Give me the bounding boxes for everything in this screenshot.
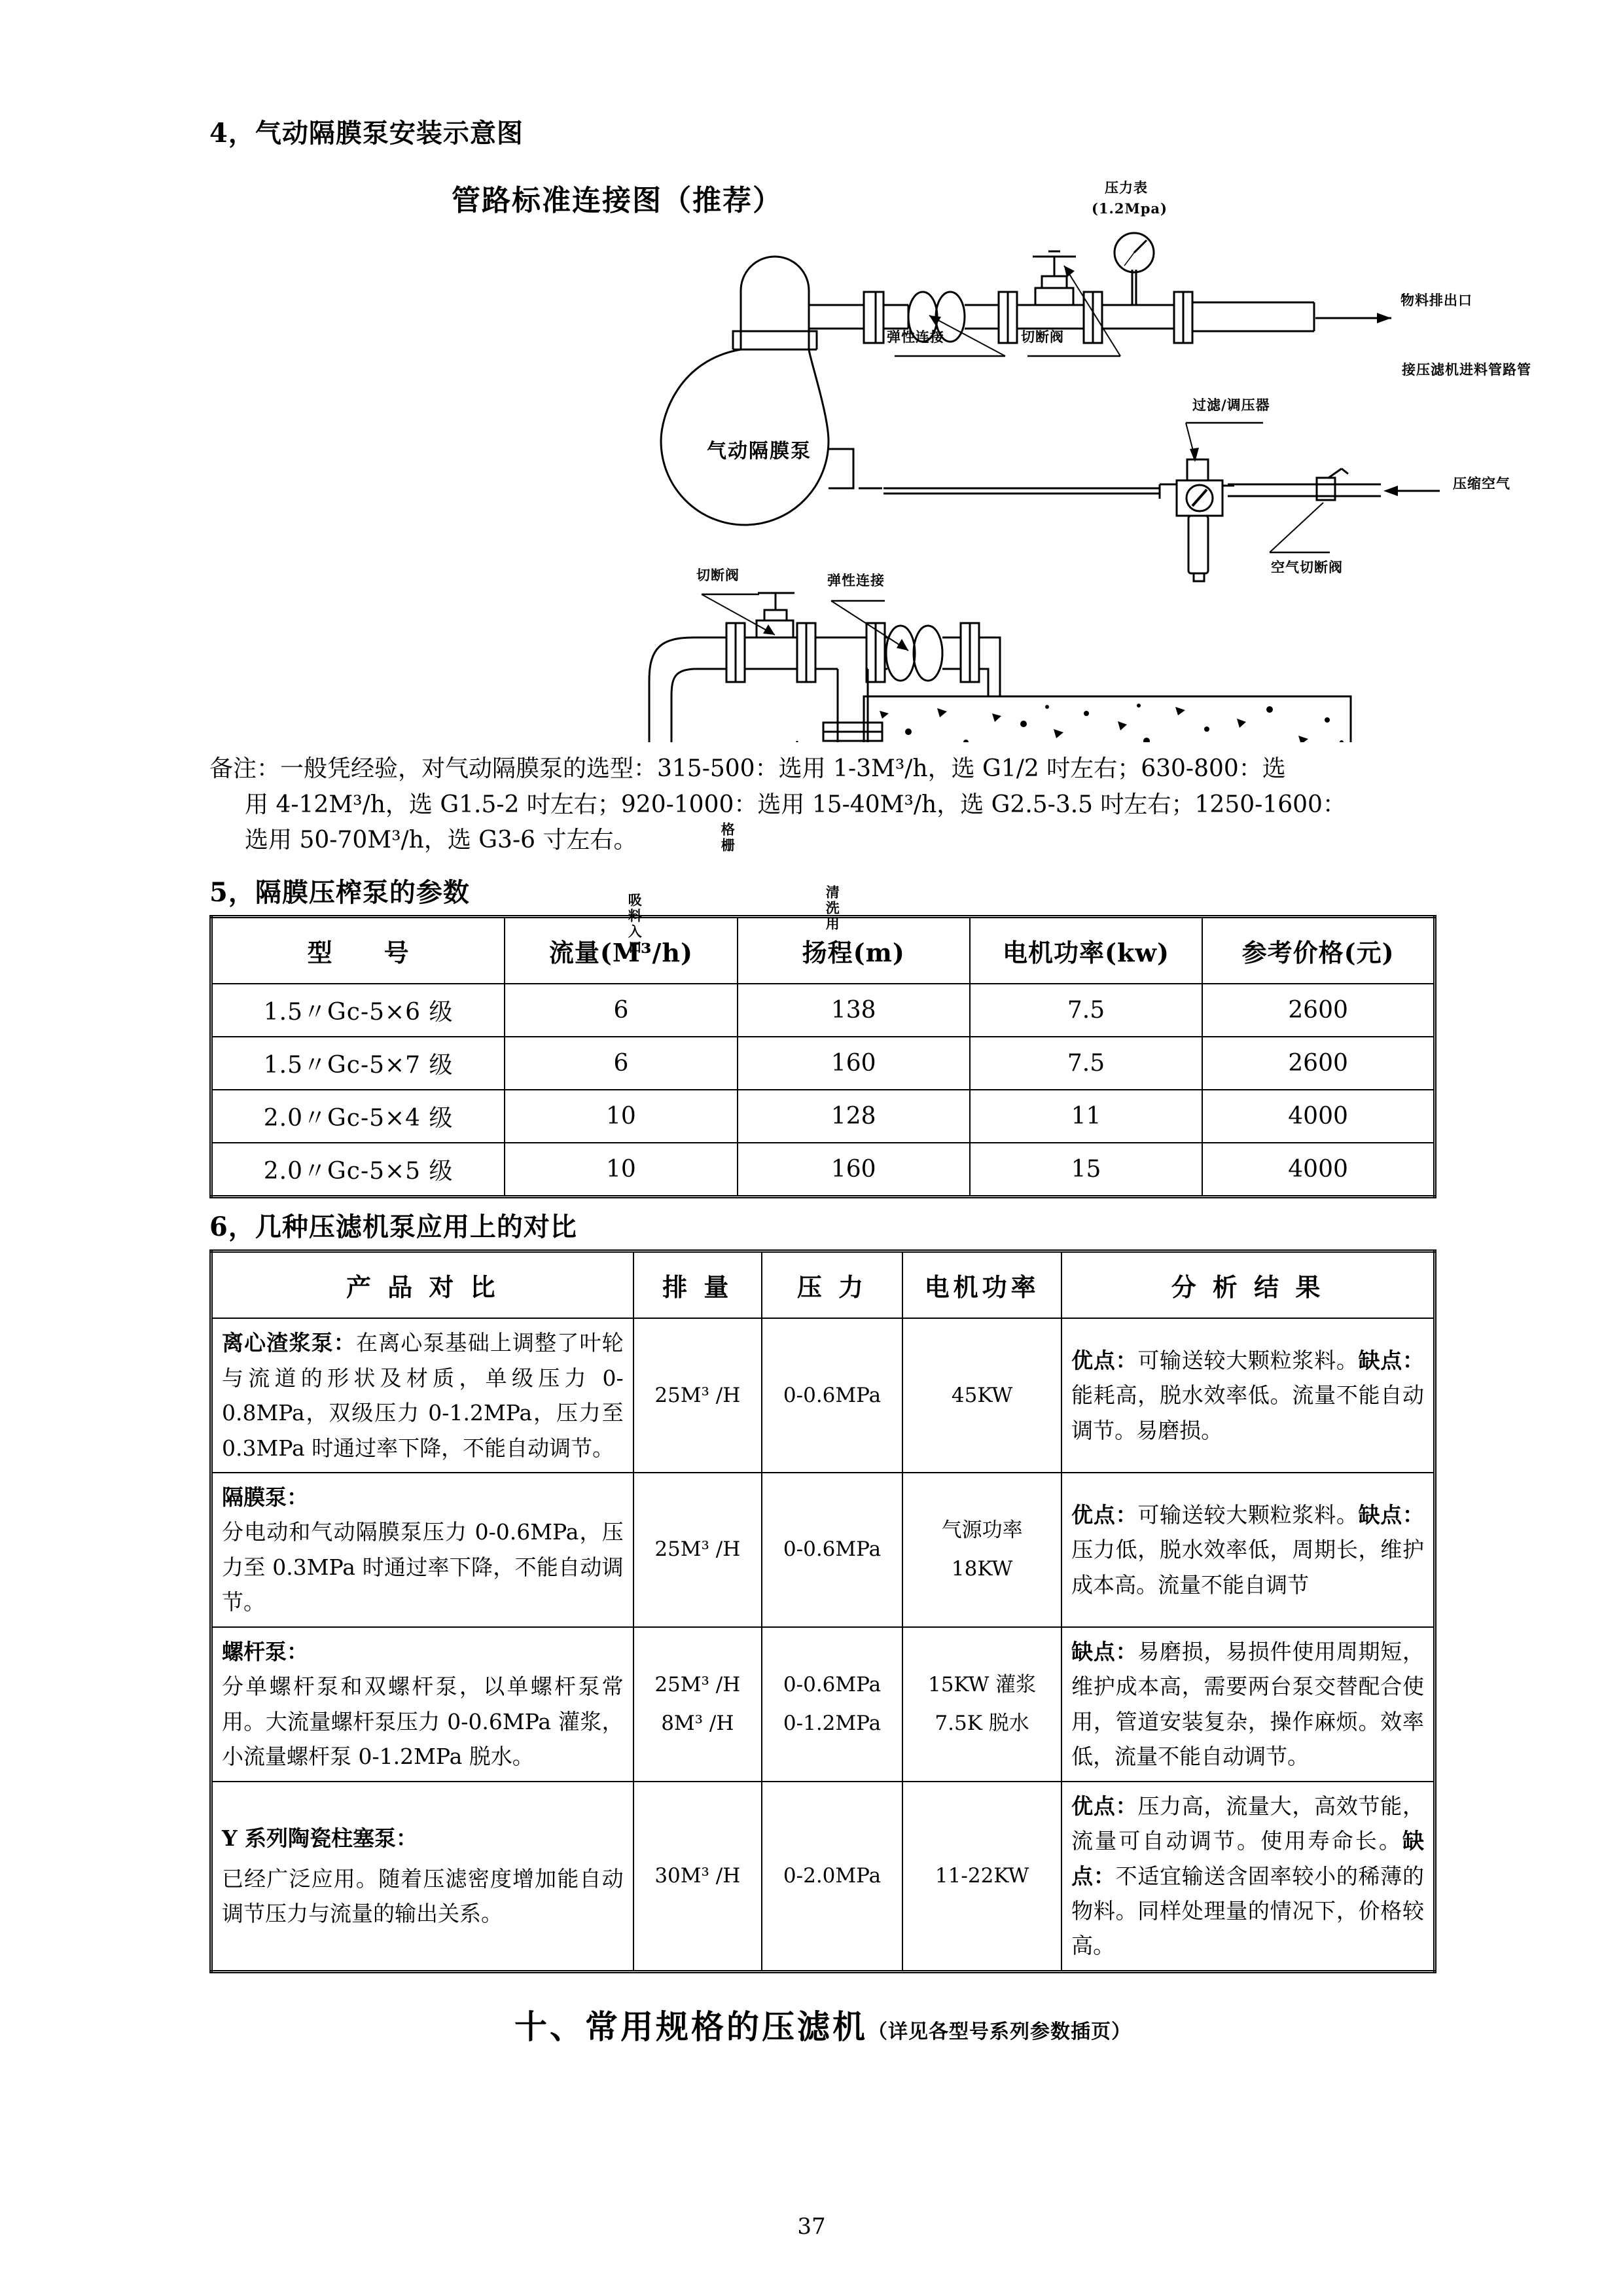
label-compressed-air: 压缩空气 <box>1453 475 1510 492</box>
cell-motor-power <box>902 1473 1061 1627</box>
merit-text: 可输送较大颗粒浆料。 <box>1137 1347 1359 1373</box>
cell-power: 7.5 <box>970 1037 1202 1090</box>
cell-analysis <box>1061 1473 1435 1627</box>
label-air-shutoff-valve: 空气切断阀 <box>1271 559 1343 575</box>
displacement-line-1: 25M³ /H <box>654 1672 741 1696</box>
cell-head: 160 <box>738 1037 970 1090</box>
cell-motor-power <box>902 1627 1061 1782</box>
power-line-2: 7.5K 脱水 <box>935 1711 1029 1735</box>
cell-power: 7.5 <box>970 984 1202 1037</box>
pump-body-label: 气动隔膜泵 <box>707 440 812 463</box>
cell-displacement: 30M³ /H <box>633 1782 762 1972</box>
cell-flow: 6 <box>505 1037 737 1090</box>
merit-text: 可输送较大颗粒浆料。 <box>1137 1501 1359 1528</box>
table-row <box>211 1090 1435 1143</box>
cell-price: 2600 <box>1202 984 1435 1037</box>
pressure-line-1: 0-0.6MPa <box>783 1672 882 1696</box>
col-header-pressure: 压 力 <box>762 1251 902 1319</box>
demerit-text: 不适宜输送含固率较小的稀薄的物料。同样处理量的情况下，价格较高。 <box>1071 1863 1425 1959</box>
col-header-price: 参考价格(元) <box>1202 917 1435 984</box>
section-6-heading: 6，几种压滤机泵应用上的对比 <box>209 1211 577 1243</box>
demerit-label: 缺点： <box>1358 1347 1425 1373</box>
table-row <box>211 1143 1435 1197</box>
pressure-line-2: 0-1.2MPa <box>783 1711 882 1735</box>
cell-flow: 10 <box>505 1143 737 1197</box>
table-row <box>211 1473 1435 1627</box>
cell-head: 128 <box>738 1090 970 1143</box>
col-header-head: 扬程(m) <box>738 917 970 984</box>
cell-pressure <box>762 1627 902 1782</box>
table-row <box>211 1627 1435 1782</box>
table-row <box>211 1037 1435 1090</box>
product-detail: 分电动和气动隔膜泵压力 0-0.6MPa，压力至 0.3MPa 时通过率下降，不能自动调节。 <box>222 1519 624 1615</box>
note-line-3: 选用 50-70M³/h，选 G3-6 寸左右。 <box>245 827 637 854</box>
cell-motor-power: 11-22KW <box>902 1782 1061 1972</box>
cell-power: 15 <box>970 1143 1202 1197</box>
label-suction-inlet: 吸料入口 <box>626 893 643 956</box>
demerit-label: 缺点： <box>1071 1638 1138 1664</box>
cell-displacement: 25M³ /H <box>633 1318 762 1473</box>
product-detail: 已经广泛应用。随着压滤密度增加能自动调节压力与流量的输出关系。 <box>222 1865 624 1926</box>
col-header-motor-power: 电机功率(kw) <box>970 917 1202 984</box>
product-name: Y 系列陶瓷柱塞泵： <box>222 1825 418 1852</box>
table-row <box>211 1318 1435 1473</box>
label-material-outlet: 物料排出口 <box>1400 292 1472 308</box>
cell-head: 138 <box>738 984 970 1037</box>
col-header-analysis: 分 析 结 果 <box>1061 1251 1435 1319</box>
cell-power: 11 <box>970 1090 1202 1143</box>
col-header-motor-power: 电机功率 <box>902 1251 1061 1319</box>
cell-analysis <box>1061 1782 1435 1972</box>
power-line-1: 气源功率 <box>941 1518 1023 1542</box>
merit-label: 优点： <box>1071 1793 1138 1819</box>
demerit-text: 压力低，脱水效率低，周期长，维护成本高。流量不能自调节 <box>1071 1537 1424 1598</box>
label-shutoff-valve-top: 切断阀 <box>1021 329 1064 345</box>
cell-displacement <box>633 1627 762 1782</box>
cell-model: 2.0〃Gc-5×5 级 <box>211 1143 505 1197</box>
col-header-flow: 流量(M³/h) <box>505 917 737 984</box>
chapter-title-block <box>209 2001 1436 2048</box>
label-shutoff-valve-left: 切断阀 <box>696 567 740 583</box>
cell-model: 1.5〃Gc-5×6 级 <box>211 984 505 1037</box>
cell-head: 160 <box>738 1143 970 1197</box>
product-detail: 在离心泵基础上调整了叶轮与流道的形状及材质，单级压力 0-0.8MPa，双级压力 0-1.2MPa，压力至 0.3MPa 时通过率下降，不能自动调节。 <box>222 1330 624 1461</box>
cell-pressure: 0-0.6MPa <box>762 1318 902 1473</box>
diagram-linework <box>209 153 1440 742</box>
cell-pressure: 0-2.0MPa <box>762 1782 902 1972</box>
cell-model: 1.5〃Gc-5×7 级 <box>211 1037 505 1090</box>
cell-product-description <box>211 1318 633 1473</box>
cell-flow: 6 <box>505 984 737 1037</box>
power-line-2: 18KW <box>951 1556 1013 1581</box>
col-header-product-comparison: 产 品 对 比 <box>211 1251 633 1319</box>
cell-analysis <box>1061 1318 1435 1473</box>
diagram-title: 管路标准连接图（推荐） <box>452 184 783 217</box>
cell-product-description <box>211 1782 633 1972</box>
section-4-heading: 4，气动隔膜泵安装示意图 <box>209 118 524 149</box>
note-line-2: 用 4-12M³/h，选 G1.5-2 吋左右；920-1000：选用 15-40M³/h，选 G2.5-3.5 吋左右；1250-1600： <box>245 791 1346 818</box>
product-name: 隔膜泵： <box>222 1484 308 1510</box>
demerit-text: 能耗高，脱水效率低。流量不能自动调节。易磨损。 <box>1071 1382 1424 1443</box>
demerit-text: 易磨损，易损件使用周期短，维护成本高，需要两台泵交替配合使用，管道安装复杂，操作麻烦。效率低，流量不能自动调节。 <box>1071 1638 1425 1770</box>
cell-pressure: 0-0.6MPa <box>762 1473 902 1627</box>
merit-text: 压力高，流量大，高效节能，流量可自动调节。使用寿命长。 <box>1071 1793 1425 1854</box>
cell-analysis <box>1061 1627 1435 1782</box>
page-number: 37 <box>797 2214 826 2240</box>
cell-flow: 10 <box>505 1090 737 1143</box>
product-detail: 分单螺杆泵和双螺杆泵，以单螺杆泵常用。大流量螺杆泵压力 0-0.6MPa 灌浆，小流量螺杆泵 0-1.2MPa 脱水。 <box>222 1674 624 1770</box>
chapter-title: 十、常用规格的压滤机 <box>514 2007 868 2046</box>
cell-motor-power: 45KW <box>902 1318 1061 1473</box>
table-row <box>211 984 1435 1037</box>
displacement-line-2: 8M³ /H <box>661 1711 734 1735</box>
cell-displacement: 25M³ /H <box>633 1473 762 1627</box>
label-elastic-connection-left: 弹性连接 <box>827 572 885 588</box>
demerit-label: 缺点： <box>1358 1501 1425 1528</box>
merit-label: 优点： <box>1071 1347 1138 1373</box>
table-row <box>211 1782 1435 1972</box>
label-filter-press-feed-pipe: 接压滤机进料管路管 <box>1402 361 1531 378</box>
table-header-row <box>211 1251 1435 1319</box>
cell-price: 2600 <box>1202 1037 1435 1090</box>
merit-label: 优点： <box>1071 1501 1138 1528</box>
chapter-subtitle: （详见各型号系列参数插页） <box>868 2020 1132 2043</box>
cell-product-description <box>211 1473 633 1627</box>
note-line-1: 备注：一般凭经验，对气动隔膜泵的选型：315-500：选用 1-3M³/h，选 G1/2 吋左右；630-800：选 <box>209 755 1286 782</box>
product-name: 螺杆泵： <box>222 1638 308 1664</box>
label-grid: 格栅 <box>719 822 736 853</box>
demerit-label: 缺点： <box>1071 1828 1424 1889</box>
cell-product-description <box>211 1627 633 1782</box>
label-pressure-gauge-value: (1.2Mpa) <box>1092 200 1168 217</box>
diaphragm-press-pump-params-table <box>209 915 1436 1198</box>
cell-price: 4000 <box>1202 1143 1435 1197</box>
cell-model: 2.0〃Gc-5×4 级 <box>211 1090 505 1143</box>
label-filter-regulator: 过滤/调压器 <box>1192 397 1270 413</box>
col-header-model: 型 号 <box>211 917 505 984</box>
label-pressure-gauge: 压力表 <box>1105 179 1148 196</box>
product-name: 离心渣浆泵： <box>222 1330 356 1356</box>
cell-price: 4000 <box>1202 1090 1435 1143</box>
col-header-displacement: 排 量 <box>633 1251 762 1319</box>
pump-comparison-table <box>209 1249 1436 1973</box>
section-4-note <box>209 751 1436 859</box>
section-5-heading: 5，隔膜压榨泵的参数 <box>209 877 470 908</box>
label-for-cleaning: 清洗用 <box>824 885 841 932</box>
power-line-1: 15KW 灌浆 <box>927 1672 1037 1696</box>
label-elastic-connection-top: 弹性连接 <box>887 329 944 345</box>
